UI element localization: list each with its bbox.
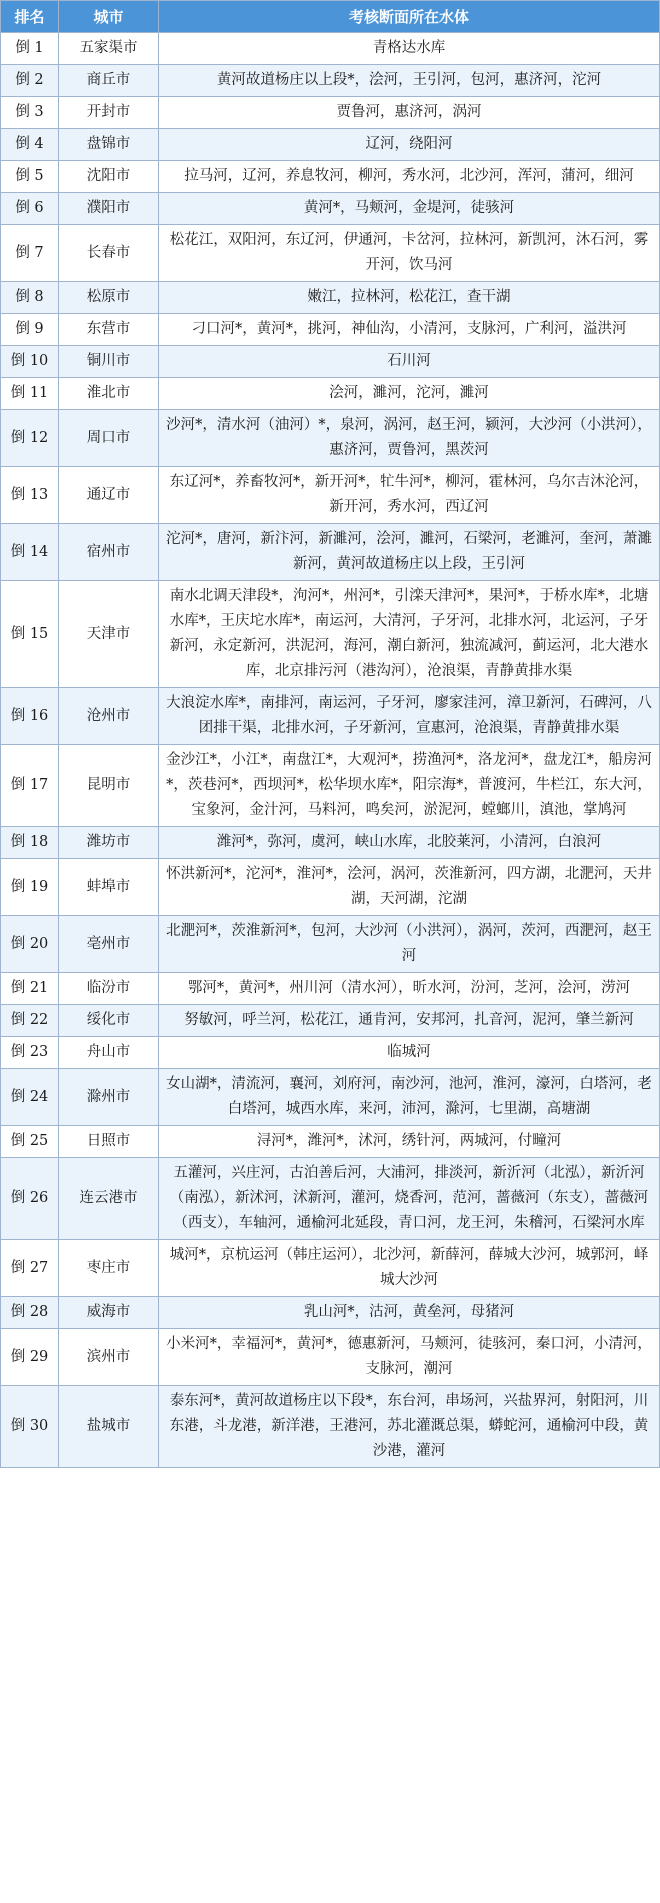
table-row (1, 97, 660, 129)
city-cell: 沧州市 (59, 688, 159, 745)
water-body-cell: 松花江，双阳河，东辽河，伊通河，卡岔河，拉林河，新凯河，沐石河，雾开河，饮马河 (159, 225, 660, 282)
water-body-cell: 鄂河*，黄河*，州川河（清水河），昕水河，汾河，芝河，浍河，涝河 (159, 973, 660, 1005)
rank-header: 排名 (1, 1, 59, 33)
rank-cell: 倒 20 (1, 916, 59, 973)
table-row (1, 1297, 660, 1329)
city-cell: 周口市 (59, 410, 159, 467)
water-body-cell: 青格达水库 (159, 33, 660, 65)
rank-cell: 倒 14 (1, 524, 59, 581)
city-cell: 舟山市 (59, 1037, 159, 1069)
rank-cell: 倒 7 (1, 225, 59, 282)
table-row (1, 129, 660, 161)
water-body-cell: 五灌河，兴庄河，古泊善后河，大浦河，排淡河，新沂河（北泓），新沂河（南泓），新沭河，沭新河，灌河，烧香河，范河，蔷薇河（东支），蔷薇河（西支），车轴河，通榆河北延段，青口河，龙王河，朱稽河，石梁河水库 (159, 1158, 660, 1240)
rank-cell: 倒 12 (1, 410, 59, 467)
water-body-header: 考核断面所在水体 (159, 1, 660, 33)
city-cell: 濮阳市 (59, 193, 159, 225)
water-body-cell: 石川河 (159, 346, 660, 378)
rank-cell: 倒 26 (1, 1158, 59, 1240)
table-row (1, 467, 660, 524)
table-row (1, 1329, 660, 1386)
city-header: 城市 (59, 1, 159, 33)
city-cell: 枣庄市 (59, 1240, 159, 1297)
table-row (1, 1126, 660, 1158)
rank-cell: 倒 21 (1, 973, 59, 1005)
water-body-cell: 城河*，京杭运河（韩庄运河），北沙河，新薛河，薛城大沙河，城郭河，峄城大沙河 (159, 1240, 660, 1297)
city-cell: 开封市 (59, 97, 159, 129)
water-body-cell: 小米河*，幸福河*，黄河*，德惠新河，马颊河，徒骇河，秦口河，小清河，支脉河，潮河 (159, 1329, 660, 1386)
table-row (1, 378, 660, 410)
table-body (1, 33, 660, 1468)
water-body-cell: 大浪淀水库*，南排河，南运河，子牙河，廖家洼河，漳卫新河，石碑河，八团排干渠，北排水河，子牙新河，宣惠河，沧浪渠，青静黄排水渠 (159, 688, 660, 745)
table-row (1, 314, 660, 346)
water-body-cell: 北淝河*，茨淮新河*，包河，大沙河（小洪河），涡河，茨河，西淝河，赵王河 (159, 916, 660, 973)
rank-cell: 倒 17 (1, 745, 59, 827)
city-cell: 松原市 (59, 282, 159, 314)
table-row (1, 1069, 660, 1126)
city-cell: 昆明市 (59, 745, 159, 827)
city-cell: 滁州市 (59, 1069, 159, 1126)
table-row (1, 346, 660, 378)
rank-cell: 倒 13 (1, 467, 59, 524)
water-body-cell: 临城河 (159, 1037, 660, 1069)
city-cell: 淮北市 (59, 378, 159, 410)
header-row (1, 1, 660, 33)
water-body-cell: 黄河*，马颊河，金堤河，徒骇河 (159, 193, 660, 225)
water-body-cell: 努敏河，呼兰河，松花江，通肯河，安邦河，扎音河，泥河，肇兰新河 (159, 1005, 660, 1037)
water-body-cell: 乳山河*，沽河，黄垒河，母猪河 (159, 1297, 660, 1329)
table-row (1, 1386, 660, 1468)
rank-cell: 倒 5 (1, 161, 59, 193)
water-body-cell: 浔河*，潍河*，沭河，绣针河，两城河，付疃河 (159, 1126, 660, 1158)
city-cell: 东营市 (59, 314, 159, 346)
table-row (1, 581, 660, 688)
water-body-cell: 浍河，濉河，沱河，濉河 (159, 378, 660, 410)
table-row (1, 688, 660, 745)
table-row (1, 161, 660, 193)
rank-cell: 倒 1 (1, 33, 59, 65)
city-cell: 威海市 (59, 1297, 159, 1329)
table-row (1, 1005, 660, 1037)
water-body-cell: 刁口河*，黄河*，挑河，神仙沟，小清河，支脉河，广利河，溢洪河 (159, 314, 660, 346)
table-row (1, 1240, 660, 1297)
water-body-cell: 黄河故道杨庄以上段*，浍河，王引河，包河，惠济河，沱河 (159, 65, 660, 97)
water-body-cell: 沱河*，唐河，新汴河，新濉河，浍河，濉河，石梁河，老濉河，奎河，萧濉新河，黄河故道杨庄以上段，王引河 (159, 524, 660, 581)
water-body-cell: 怀洪新河*，沱河*，淮河*，浍河，涡河，茨淮新河，四方湖，北淝河，天井湖，天河湖，沱湖 (159, 859, 660, 916)
table-row (1, 859, 660, 916)
table-row (1, 33, 660, 65)
rank-cell: 倒 29 (1, 1329, 59, 1386)
water-body-cell: 泰东河*，黄河故道杨庄以下段*，东台河，串场河，兴盐界河，射阳河，川东港，斗龙港，新洋港，王港河，苏北灌溉总渠，蟒蛇河，通榆河中段，黄沙港，灌河 (159, 1386, 660, 1468)
rank-cell: 倒 22 (1, 1005, 59, 1037)
rank-cell: 倒 4 (1, 129, 59, 161)
city-cell: 天津市 (59, 581, 159, 688)
rank-cell: 倒 2 (1, 65, 59, 97)
rank-cell: 倒 27 (1, 1240, 59, 1297)
water-body-cell: 贾鲁河，惠济河，涡河 (159, 97, 660, 129)
water-body-cell: 沙河*，清水河（油河）*，泉河，涡河，赵王河，颍河，大沙河（小洪河），惠济河，贾鲁河，黑茨河 (159, 410, 660, 467)
table-row (1, 1158, 660, 1240)
water-body-cell: 南水北调天津段*，泃河*，州河*，引滦天津河*，果河*，于桥水库*，北塘水库*，王庆坨水库*，南运河，大清河，子牙河，北排水河，北运河，子牙新河，永定新河，洪泥河，海河，潮白新河，独流减河，蓟运河，北大港水库，北京排污河（港沟河），沧浪渠，青静黄排水渠 (159, 581, 660, 688)
table-row (1, 225, 660, 282)
table-row (1, 282, 660, 314)
water-body-cell: 东辽河*，养畜牧河*，新开河*，牤牛河*，柳河，霍林河，乌尔吉沐沦河，新开河，秀水河，西辽河 (159, 467, 660, 524)
rank-cell: 倒 3 (1, 97, 59, 129)
city-cell: 临汾市 (59, 973, 159, 1005)
water-body-cell: 拉马河，辽河，养息牧河，柳河，秀水河，北沙河，浑河，蒲河，细河 (159, 161, 660, 193)
city-cell: 盘锦市 (59, 129, 159, 161)
city-cell: 铜川市 (59, 346, 159, 378)
city-cell: 长春市 (59, 225, 159, 282)
table-row (1, 745, 660, 827)
rank-cell: 倒 9 (1, 314, 59, 346)
city-cell: 绥化市 (59, 1005, 159, 1037)
city-cell: 亳州市 (59, 916, 159, 973)
city-cell: 五家渠市 (59, 33, 159, 65)
city-cell: 日照市 (59, 1126, 159, 1158)
rank-cell: 倒 25 (1, 1126, 59, 1158)
water-body-cell: 金沙江*，小江*，南盘江*，大观河*，捞渔河*，洛龙河*，盘龙江*，船房河*，茨巷河*，西坝河*，松华坝水库*，阳宗海*，普渡河，牛栏江，东大河，宝象河，金汁河，马料河，鸣矣河，淤泥河，螳螂川，滇池，掌鸠河 (159, 745, 660, 827)
city-cell: 通辽市 (59, 467, 159, 524)
table-row (1, 973, 660, 1005)
rank-cell: 倒 8 (1, 282, 59, 314)
city-cell: 沈阳市 (59, 161, 159, 193)
table-row (1, 827, 660, 859)
city-cell: 商丘市 (59, 65, 159, 97)
table-row (1, 1037, 660, 1069)
table-row (1, 193, 660, 225)
water-body-cell: 嫩江，拉林河，松花江，查干湖 (159, 282, 660, 314)
water-body-cell: 辽河，绕阳河 (159, 129, 660, 161)
city-cell: 蚌埠市 (59, 859, 159, 916)
city-cell: 盐城市 (59, 1386, 159, 1468)
city-cell: 滨州市 (59, 1329, 159, 1386)
rank-cell: 倒 18 (1, 827, 59, 859)
rank-cell: 倒 10 (1, 346, 59, 378)
water-body-cell: 潍河*，弥河，虞河，峡山水库，北胶莱河，小清河，白浪河 (159, 827, 660, 859)
rank-cell: 倒 28 (1, 1297, 59, 1329)
table-row (1, 916, 660, 973)
rank-cell: 倒 30 (1, 1386, 59, 1468)
rank-cell: 倒 24 (1, 1069, 59, 1126)
rank-cell: 倒 16 (1, 688, 59, 745)
rank-cell: 倒 6 (1, 193, 59, 225)
rank-cell: 倒 19 (1, 859, 59, 916)
city-cell: 潍坊市 (59, 827, 159, 859)
table-row (1, 65, 660, 97)
table-row (1, 410, 660, 467)
water-body-cell: 女山湖*，清流河，襄河，刘府河，南沙河，池河，淮河，濠河，白塔河，老白塔河，城西水库，来河，沛河，滁河，七里湖，高塘湖 (159, 1069, 660, 1126)
rank-cell: 倒 23 (1, 1037, 59, 1069)
rank-cell: 倒 11 (1, 378, 59, 410)
city-cell: 连云港市 (59, 1158, 159, 1240)
city-cell: 宿州市 (59, 524, 159, 581)
table-row (1, 524, 660, 581)
rank-cell: 倒 15 (1, 581, 59, 688)
